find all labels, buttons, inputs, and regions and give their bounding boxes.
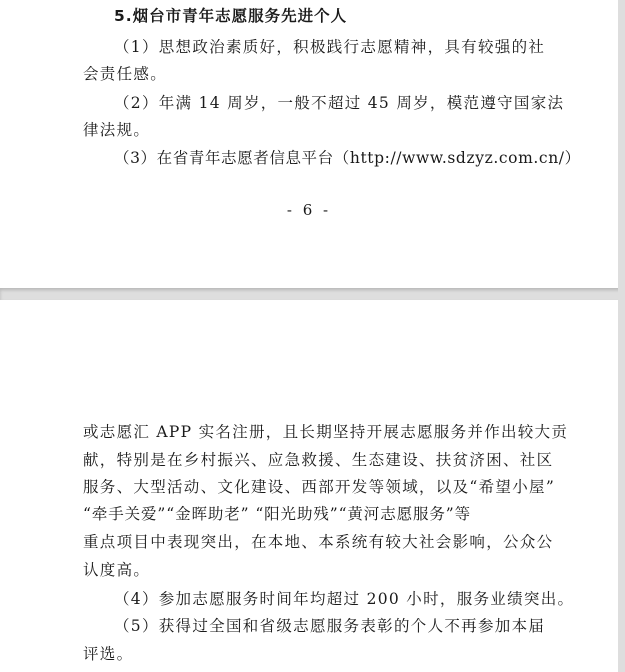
page-number: - 6 - <box>286 201 332 219</box>
criterion-3-line-6: 重点项目中表现突出，在本地、本系统有较大社会影响，公众公 <box>83 533 554 551</box>
criterion-4-line-1: （4）参加志愿服务时间年均超过 200 小时，服务业绩突出。 <box>114 590 575 608</box>
document-page-6 <box>0 0 618 288</box>
page-separator <box>0 288 625 300</box>
viewer-right-edge <box>618 0 625 672</box>
criterion-2-line-2: 律法规。 <box>83 121 151 139</box>
criterion-5-line-2: 评选。 <box>83 645 134 663</box>
criterion-1-line-1: （1）思想政治素质好，积极践行志愿精神，具有较强的社 <box>114 38 546 56</box>
criterion-3-line-2: 或志愿汇 APP 实名注册，且长期坚持开展志愿服务并作出较大贡 <box>83 423 569 441</box>
criterion-3-line-1: （3）在省青年志愿者信息平台（http://www.sdzyz.com.cn/） <box>114 149 581 167</box>
criterion-5-line-1: （5）获得过全国和省级志愿服务表彰的个人不再参加本届 <box>114 617 546 635</box>
section-heading: 5.烟台市青年志愿服务先进个人 <box>114 7 348 25</box>
document-page-7 <box>0 300 618 672</box>
criterion-3-line-5: “牵手关爱”“金晖助老” “阳光助残”“黄河志愿服务”等 <box>83 505 472 523</box>
criterion-1-line-2: 会责任感。 <box>83 65 168 83</box>
criterion-3-line-3: 献，特别是在乡村振兴、应急救援、生态建设、扶贫济困、社区 <box>83 451 554 469</box>
criterion-3-line-7: 认度高。 <box>83 561 151 579</box>
criterion-3-line-4: 服务、大型活动、文化建设、西部开发等领域，以及“希望小屋” <box>83 478 556 496</box>
criterion-2-line-1: （2）年满 14 周岁，一般不超过 45 周岁，模范遵守国家法 <box>114 94 565 112</box>
